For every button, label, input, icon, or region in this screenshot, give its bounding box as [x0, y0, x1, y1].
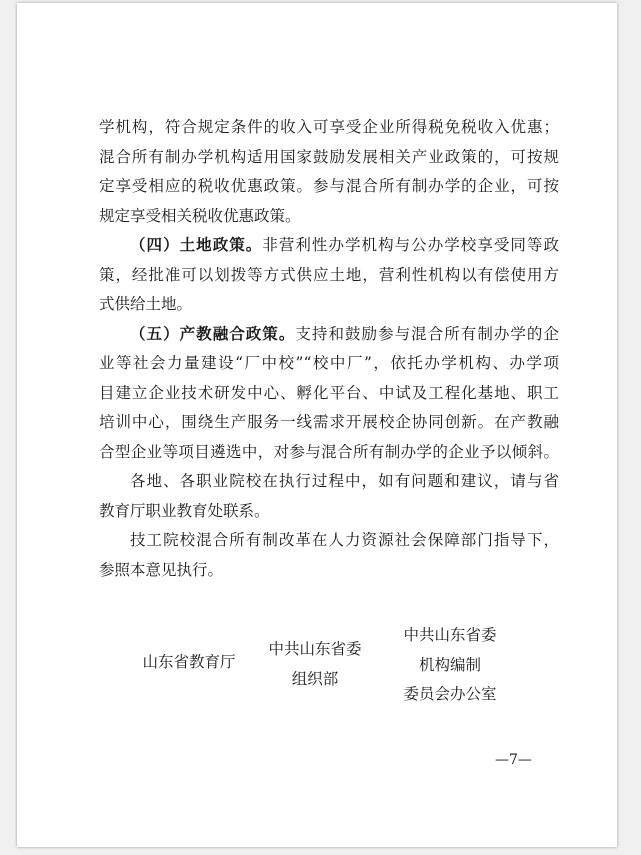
text-line: 技工院校混合所有制改革在人力资源社会保障部门指导下， — [130, 531, 559, 549]
text-line: 混合所有制办学机构适用国家鼓励发展相关产业政策的，可按规 — [99, 147, 559, 166]
text-span: 支持和鼓励参与混合所有制办学的企 — [295, 324, 559, 343]
document-body — [99, 113, 559, 585]
text-line: 教育厅职业教育处联系。 — [99, 501, 270, 520]
page-number: —7— — [495, 752, 532, 768]
text-line: 规定享受相关税收优惠政策。 — [99, 206, 301, 225]
text-line: 定享受相应的税收优惠政策。参与混合所有制办学的企业，可按 — [99, 177, 559, 195]
signature-education-dept — [139, 648, 239, 678]
section-five-first-line — [99, 320, 559, 350]
text-line: 培训中心，围绕生产服务一线需求开展校企协同创新。在产教融 — [99, 413, 559, 431]
signature-line: 山东省教育厅 — [142, 653, 236, 671]
signature-line: 机构编制 — [418, 655, 481, 674]
document-page — [17, 3, 617, 847]
text-span: 非营利性办学机构与公办学校享受同等政 — [262, 236, 559, 254]
text-line: 各地、各职业院校在执行过程中，如有问题和建议，请与省 — [130, 472, 559, 490]
text-line: 业等社会力量建设“厂中校”“校中厂”，依托办学机构、办学项 — [99, 354, 559, 372]
text-line: 参照本意见执行。 — [99, 560, 224, 579]
signature-staffing-office — [390, 621, 510, 710]
section-five-heading: （五）产教融合政策。 — [130, 324, 296, 343]
text-line: 式供给土地。 — [99, 295, 193, 313]
text-line: 合型企业等项目遴选中，对参与混合所有制办学的企业予以倾斜。 — [99, 442, 559, 461]
text-line: 策，经批准可以划拨等方式供应土地，营利性机构以有偿使用方 — [99, 265, 559, 284]
signature-line: 组织部 — [291, 669, 339, 688]
text-line: 学机构，符合规定条件的收入可享受企业所得税免税收入优惠； — [99, 118, 559, 136]
section-four-heading: （四）土地政策。 — [130, 236, 263, 254]
section-four-first-line — [99, 231, 559, 261]
signature-line: 委员会办公室 — [403, 685, 497, 703]
signature-line: 中共山东省委 — [403, 626, 497, 644]
signature-organization-dept — [260, 635, 370, 694]
signature-line: 中共山东省委 — [268, 640, 362, 658]
text-line: 目建立企业技术研发中心、孵化平台、中试及工程化基地、职工 — [99, 383, 559, 402]
